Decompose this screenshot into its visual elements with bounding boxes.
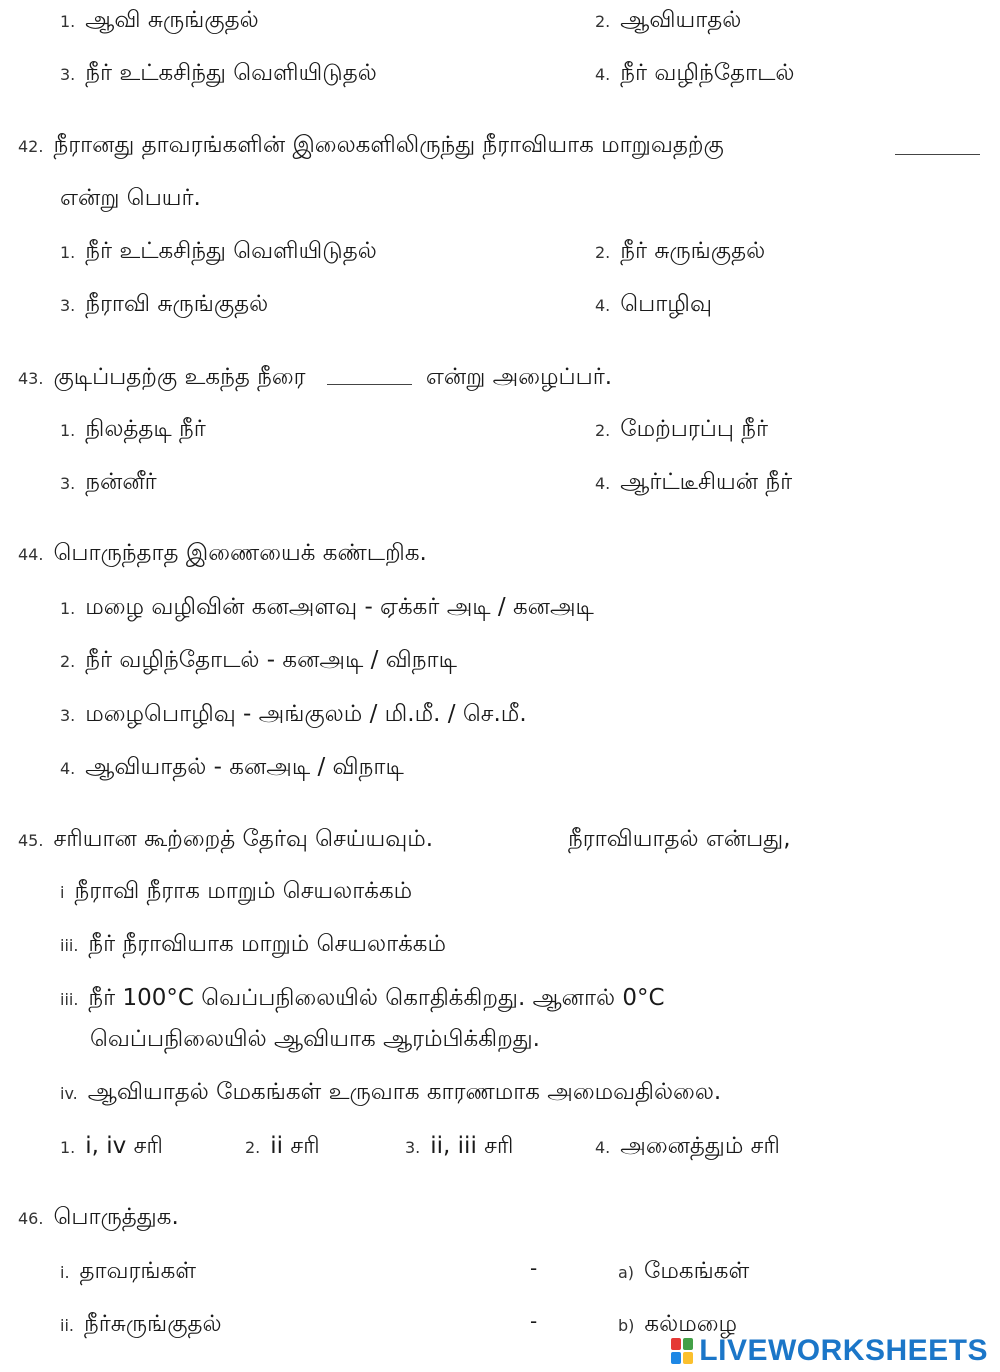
q43-option-1 <box>60 414 206 446</box>
match-text: நீர்சுருங்குதல் <box>83 1311 222 1337</box>
question-number: 44. <box>18 545 44 564</box>
question-number: 43. <box>18 369 44 388</box>
match-dash: - <box>530 1309 538 1333</box>
question-text: சரியான கூற்றைத் தேர்வு செய்யவும். <box>53 826 434 852</box>
option-number: 2. <box>595 12 611 31</box>
watermark-text: LIVEWORKSHEETS <box>699 1334 988 1367</box>
statement-text: நீர் 100°C வெப்பநிலையில் கொதிக்கிறது. ஆனால் 0°C <box>88 985 665 1011</box>
option-text: பொழிவு <box>620 291 712 317</box>
option-text: நிலத்தடி நீர் <box>85 416 206 442</box>
option-text: ii, iii சரி <box>430 1133 514 1159</box>
question-text: நீராவியாதல் என்பது, <box>568 826 791 852</box>
option-number: 3. <box>60 296 76 315</box>
q41-option-1 <box>60 5 259 37</box>
option-text: i, iv சரி <box>85 1133 163 1159</box>
q45-statement-3 <box>60 983 665 1015</box>
q45-option-1 <box>60 1131 163 1163</box>
q46-row-2-left <box>60 1309 222 1341</box>
option-number: 4. <box>595 1138 611 1157</box>
q44-option-4 <box>60 752 404 784</box>
q45-statement-4 <box>60 1077 721 1109</box>
liveworksheets-watermark <box>671 1334 988 1368</box>
option-number: 1. <box>60 421 76 440</box>
q46-question <box>18 1202 179 1234</box>
q43-question <box>18 362 612 394</box>
statement-text: வெப்பநிலையில் ஆவியாக ஆரம்பிக்கிறது. <box>90 1026 540 1052</box>
q42-question <box>18 130 724 162</box>
option-number: 4. <box>595 474 611 493</box>
option-number: 3. <box>60 706 76 725</box>
q42-question-cont <box>60 183 201 213</box>
q43-option-4 <box>595 467 792 499</box>
match-number: ii. <box>60 1316 74 1335</box>
statement-number: iii. <box>60 936 79 955</box>
q44-option-2 <box>60 645 457 677</box>
option-text: ஆவியாதல் - கனஅடி / விநாடி <box>85 754 404 780</box>
statement-text: நீராவி நீராக மாறும் செயலாக்கம் <box>74 878 413 904</box>
statement-text: நீர் நீராவியாக மாறும் செயலாக்கம் <box>88 931 447 957</box>
q42-option-1 <box>60 236 377 268</box>
option-number: 2. <box>60 652 76 671</box>
option-text: நீர் சுருங்குதல் <box>620 238 766 264</box>
q41-option-2 <box>595 5 741 37</box>
q44-option-3 <box>60 699 527 731</box>
option-number: 4. <box>60 759 76 778</box>
option-text: மழை வழிவின் கனஅளவு - ஏக்கர் அடி / கனஅடி <box>85 594 594 620</box>
q45-option-3 <box>405 1131 513 1163</box>
q45-statement-2 <box>60 929 446 961</box>
q46-row-1-right <box>618 1256 749 1288</box>
question-text: குடிப்பதற்கு உகந்த நீரை <box>53 364 306 390</box>
option-text: நீர் உட்கசிந்து வெளியிடுதல் <box>85 60 377 86</box>
q45-statement-3-cont <box>90 1024 540 1054</box>
question-text: என்று பெயர். <box>60 185 201 211</box>
option-text: ஆர்ட்டீசியன் நீர் <box>620 469 793 495</box>
option-text: ii சரி <box>270 1133 320 1159</box>
q44-option-1 <box>60 592 594 624</box>
q45-option-4 <box>595 1131 780 1163</box>
match-letter: a) <box>618 1263 635 1282</box>
question-text: பொருந்தாத இணையைக் கண்டறிக. <box>53 540 427 566</box>
q45-question-right <box>568 824 791 854</box>
option-text: மேற்பரப்பு நீர் <box>620 416 769 442</box>
statement-number: iv. <box>60 1084 78 1103</box>
q45-statement-1 <box>60 876 412 908</box>
option-text: ஆவி சுருங்குதல் <box>85 7 259 33</box>
option-number: 1. <box>60 599 76 618</box>
option-text: மழைபொழிவு - அங்குலம் / மி.மீ. / செ.மீ. <box>85 701 527 727</box>
q42-option-3 <box>60 289 268 321</box>
q46-row-1-left <box>60 1256 196 1288</box>
option-number: 2. <box>595 421 611 440</box>
q44-question <box>18 538 427 570</box>
option-text: ஆவியாதல் <box>620 7 742 33</box>
statement-text: ஆவியாதல் மேகங்கள் உருவாக காரணமாக அமைவதில்லை. <box>87 1079 722 1105</box>
question-number: 45. <box>18 831 44 850</box>
option-text: நீர் உட்கசிந்து வெளியிடுதல் <box>85 238 377 264</box>
option-text: நீர் வழிந்தோடல் <box>620 60 795 86</box>
q45-question <box>18 824 433 856</box>
q45-option-2 <box>245 1131 320 1163</box>
match-number: i. <box>60 1263 70 1282</box>
answer-blank[interactable] <box>895 140 980 155</box>
q42-option-2 <box>595 236 765 268</box>
q43-option-2 <box>595 414 768 446</box>
option-text: நன்னீர் <box>85 469 157 495</box>
q41-option-3 <box>60 58 377 90</box>
match-text: கல்மழை <box>644 1311 737 1337</box>
liveworksheets-logo-icon <box>671 1338 693 1364</box>
option-number: 2. <box>595 243 611 262</box>
answer-blank[interactable] <box>327 370 412 385</box>
question-number: 42. <box>18 137 44 156</box>
option-text: நீர் வழிந்தோடல் - கனஅடி / விநாடி <box>85 647 457 673</box>
question-text: நீரானது தாவரங்களின் இலைகளிலிருந்து நீராவியாக மாறுவதற்கு <box>53 132 724 158</box>
option-number: 3. <box>60 474 76 493</box>
option-number: 1. <box>60 12 76 31</box>
option-number: 3. <box>60 65 76 84</box>
option-number: 1. <box>60 243 76 262</box>
option-number: 2. <box>245 1138 261 1157</box>
question-text: என்று அழைப்பர். <box>425 364 613 390</box>
question-number: 46. <box>18 1209 44 1228</box>
option-number: 1. <box>60 1138 76 1157</box>
option-number: 4. <box>595 296 611 315</box>
match-dash: - <box>530 1256 538 1280</box>
option-number: 4. <box>595 65 611 84</box>
statement-number: iii. <box>60 990 79 1009</box>
q43-option-3 <box>60 467 157 499</box>
option-text: நீராவி சுருங்குதல் <box>85 291 269 317</box>
match-letter: b) <box>618 1316 635 1335</box>
match-text: தாவரங்கள் <box>79 1258 197 1284</box>
question-text: பொருத்துக. <box>53 1204 179 1230</box>
q41-option-4 <box>595 58 794 90</box>
option-number: 3. <box>405 1138 421 1157</box>
statement-number: i <box>60 883 65 902</box>
option-text: அனைத்தும் சரி <box>620 1133 780 1159</box>
q42-option-4 <box>595 289 712 321</box>
match-text: மேகங்கள் <box>644 1258 750 1284</box>
